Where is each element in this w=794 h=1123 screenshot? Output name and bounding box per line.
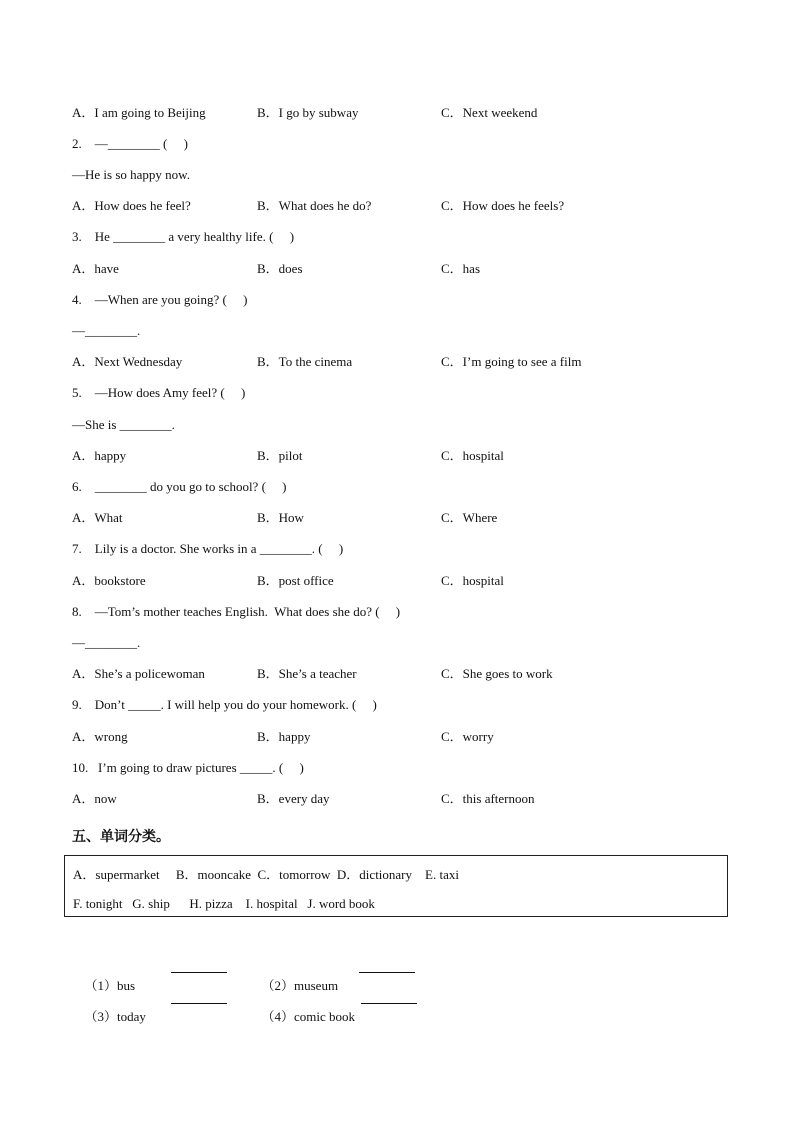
q5-option-c[interactable]: C．hospital	[441, 448, 504, 463]
q7-option-b[interactable]: B．post office	[257, 573, 334, 588]
answer-blank-3[interactable]	[171, 991, 227, 1004]
q10-stem: 10. I’m going to draw pictures _____. ( )	[72, 760, 304, 775]
section-5-title: 五、单词分类。	[72, 829, 170, 845]
classify-item-3	[78, 990, 146, 1025]
answer-blank-4[interactable]	[361, 991, 417, 1004]
q4-option-c[interactable]: C．I’m going to see a film	[441, 354, 582, 369]
classify-item-4	[255, 990, 355, 1025]
q1-option-a[interactable]: A．I am going to Beijing	[72, 105, 206, 120]
word-bank-row-2: F. tonight G. ship H. pizza I. hospital J. word book	[73, 896, 375, 911]
q9-stem: 9. Don’t _____. I will help you do your homework. ( )	[72, 697, 377, 712]
q3-option-a[interactable]: A．have	[72, 261, 119, 276]
q3-option-b[interactable]: B．does	[257, 261, 303, 276]
classify-item-label: （3）today	[84, 1009, 146, 1024]
classify-item-2	[255, 959, 338, 994]
q6-stem: 6. ________ do you go to school? ( )	[72, 479, 287, 494]
q6-option-b[interactable]: B．How	[257, 510, 304, 525]
classify-item-label: （4）comic book	[261, 1009, 356, 1024]
q10-option-c[interactable]: C．this afternoon	[441, 791, 535, 806]
word-bank-box	[64, 855, 728, 917]
q2-option-b[interactable]: B．What does he do?	[257, 198, 372, 213]
q3-stem: 3. He ________ a very healthy life. ( )	[72, 229, 295, 244]
q5-stem: 5. —How does Amy feel? ( )	[72, 385, 246, 400]
q10-option-a[interactable]: A．now	[72, 791, 117, 806]
q9-option-b[interactable]: B．happy	[257, 729, 311, 744]
q7-option-a[interactable]: A．bookstore	[72, 573, 146, 588]
q7-stem: 7. Lily is a doctor. She works in a ________. ( )	[72, 541, 344, 556]
q1-option-c[interactable]: C．Next weekend	[441, 105, 538, 120]
q4-reply: —________.	[72, 323, 141, 338]
q6-option-a[interactable]: A．What	[72, 510, 123, 525]
q2-reply: —He is so happy now.	[72, 167, 190, 182]
answer-blank-2[interactable]	[359, 960, 415, 973]
q2-option-a[interactable]: A．How does he feel?	[72, 198, 191, 213]
q9-option-a[interactable]: A．wrong	[72, 729, 128, 744]
word-bank-row-1: A．supermarket B．mooncake C．tomorrow D．dictionary E. taxi	[73, 867, 459, 882]
q2-stem: 2. —________ ( )	[72, 136, 188, 151]
q8-option-b[interactable]: B．She’s a teacher	[257, 666, 357, 681]
q1-option-b[interactable]: B．I go by subway	[257, 105, 359, 120]
q8-stem: 8. —Tom’s mother teaches English. What does she do? ( )	[72, 604, 401, 619]
q9-option-c[interactable]: C．worry	[441, 729, 494, 744]
classify-item-1	[78, 959, 135, 994]
q8-option-a[interactable]: A．She’s a policewoman	[72, 666, 205, 681]
q7-option-c[interactable]: C．hospital	[441, 573, 504, 588]
q8-option-c[interactable]: C．She goes to work	[441, 666, 553, 681]
q8-reply: —________.	[72, 635, 141, 650]
q4-option-a[interactable]: A．Next Wednesday	[72, 354, 183, 369]
q4-option-b[interactable]: B．To the cinema	[257, 354, 353, 369]
q5-option-b[interactable]: B．pilot	[257, 448, 303, 463]
q5-reply: —She is ________.	[72, 417, 175, 432]
q6-option-c[interactable]: C．Where	[441, 510, 498, 525]
q5-option-a[interactable]: A．happy	[72, 448, 127, 463]
q10-option-b[interactable]: B．every day	[257, 791, 330, 806]
classify-item-label: （2）museum	[261, 978, 339, 993]
q2-option-c[interactable]: C．How does he feels?	[441, 198, 565, 213]
q3-option-c[interactable]: C．has	[441, 261, 481, 276]
answer-blank-1[interactable]	[171, 960, 227, 973]
q4-stem: 4. —When are you going? ( )	[72, 292, 248, 307]
classify-item-label: （1）bus	[84, 978, 136, 993]
